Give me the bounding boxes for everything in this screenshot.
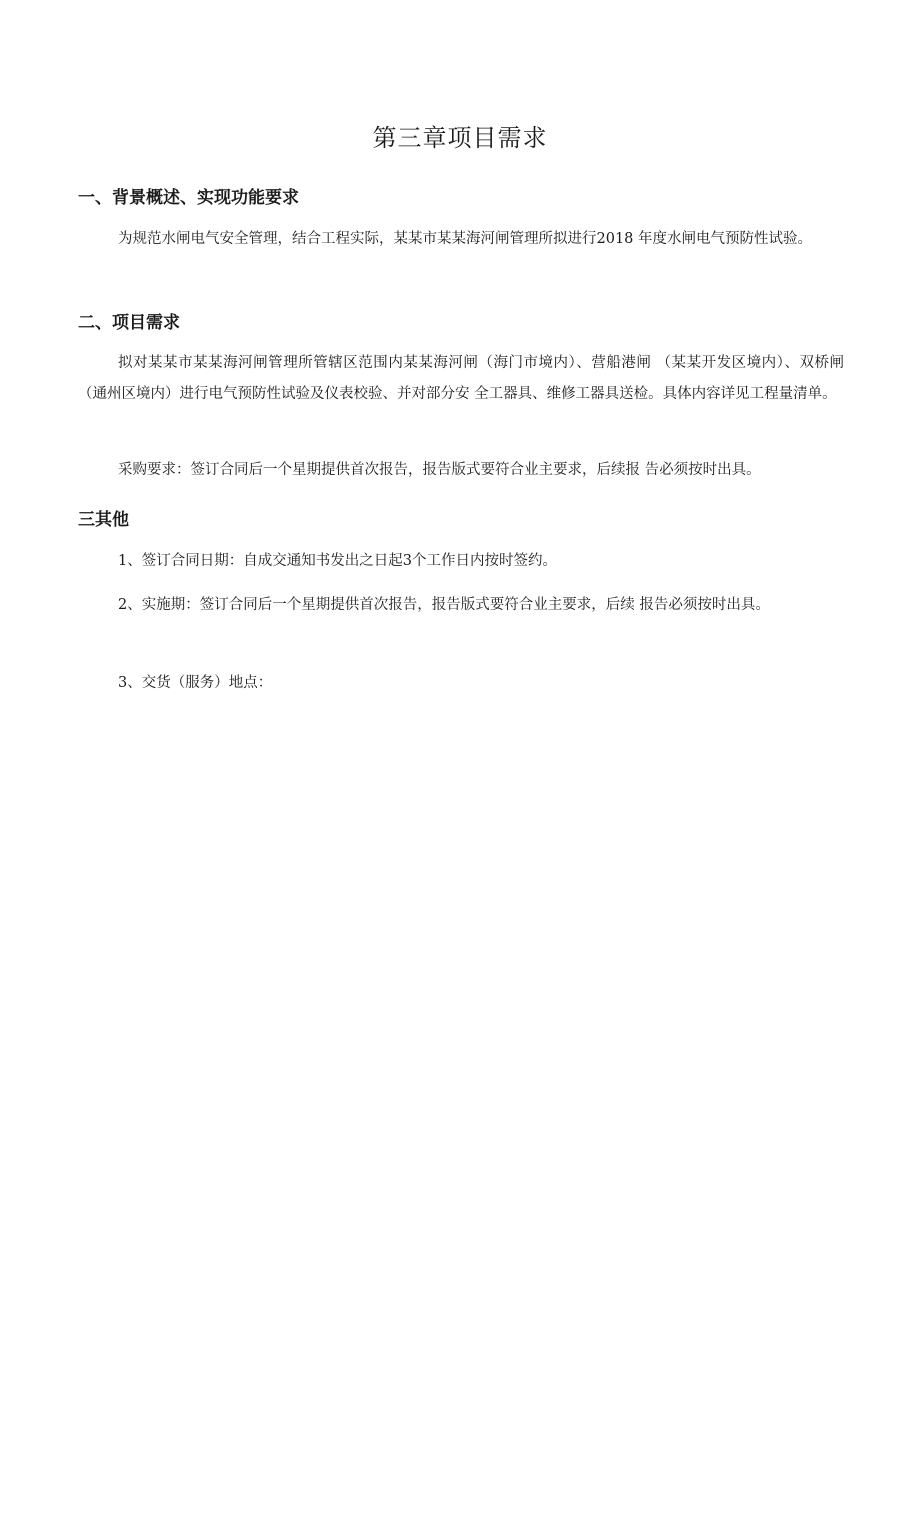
list-item-delivery-location: 3、交货（服务）地点： bbox=[118, 675, 273, 691]
section-heading-requirements: 二、项目需求 bbox=[78, 313, 180, 333]
procurement-paragraph: 采购要求：签订合同后一个星期提供首次报告，报告版式要符合业主要求，后续报 告必须按时出具。 bbox=[118, 462, 761, 478]
page-title: 第三章项目需求 bbox=[372, 124, 548, 152]
list-item-contract-date: 1、签订合同日期：自成交通知书发出之日起3个工作日内按时签约。 bbox=[118, 553, 557, 569]
section-heading-other: 三其他 bbox=[78, 510, 129, 530]
requirements-paragraph: 拟对某某市某某海河闸管理所管辖区范围内某某海河闸（海门市境内）、营船港闸 （某某开发区境内）、双桥闸（通州区境内）进行电气预防性试验及仪表校验、并对部分安 全工器具、维修工器具送检。具体内容详见工程量清单。 bbox=[78, 355, 844, 402]
section-heading-background: 一、背景概述、实现功能要求 bbox=[78, 188, 299, 208]
background-paragraph: 为规范水闸电气安全管理，结合工程实际，某某市某某海河闸管理所拟进行2018 年度水闸电气预防性试验。 bbox=[118, 231, 813, 247]
list-item-implementation-period: 2、实施期：签订合同后一个星期提供首次报告，报告版式要符合业主要求，后续 报告必须按时出具。 bbox=[118, 597, 770, 613]
